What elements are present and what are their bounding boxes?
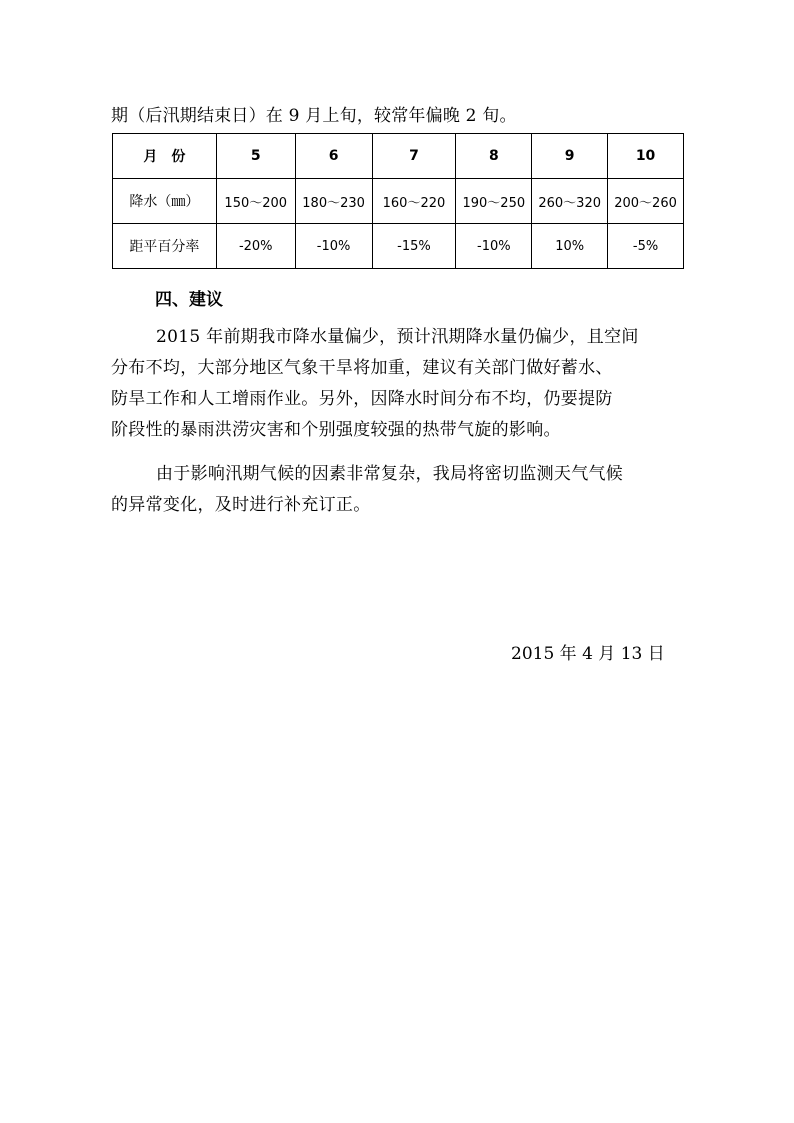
table-cell: -20%: [216, 224, 295, 269]
table-cell: -10%: [295, 224, 372, 269]
header-month-cell: 5: [216, 134, 295, 179]
table-cell: 160～220: [372, 179, 456, 224]
table-cell: 190～250: [456, 179, 532, 224]
paragraph-line: 阶段性的暴雨洪涝灾害和个别强度较强的热带气旋的影响。: [111, 420, 561, 440]
paragraph-line: 分布不均，大部分地区气象干旱将加重，建议有关部门做好蓄水、: [111, 358, 613, 378]
table-cell: -5%: [608, 224, 684, 269]
paragraph-line: 防旱工作和人工增雨作业。另外，因降水时间分布不均，仍要提防: [111, 389, 613, 409]
table-row: [113, 224, 684, 269]
header-month-label: 月 份: [113, 134, 217, 179]
table-cell: 260～320: [532, 179, 608, 224]
header-month-cell: 9: [532, 134, 608, 179]
header-month-cell: 6: [295, 134, 372, 179]
table-cell: 10%: [532, 224, 608, 269]
row-label-precipitation: 降水（㎜）: [113, 179, 217, 224]
table-cell: 180～230: [295, 179, 372, 224]
table-cell: -15%: [372, 224, 456, 269]
row-label-anomaly: 距平百分率: [113, 224, 217, 269]
section-heading: 四、建议: [155, 290, 223, 310]
table-cell: 200～260: [608, 179, 684, 224]
intro-text-line: 期（后汛期结束日）在 9 月上旬，较常年偏晚 2 旬。: [111, 106, 517, 126]
paragraph-line: 2015 年前期我市降水量偏少，预计汛期降水量仍偏少，且空间: [156, 327, 639, 347]
header-month-cell: 8: [456, 134, 532, 179]
table-header-row: [113, 134, 684, 179]
paragraph-line: 由于影响汛期气候的因素非常复杂，我局将密切监测天气气候: [156, 464, 624, 484]
paragraph-line: 的异常变化，及时进行补充订正。: [111, 495, 371, 515]
document-date: 2015 年 4 月 13 日: [511, 644, 665, 664]
precipitation-forecast-table: [112, 133, 684, 269]
table-cell: -10%: [456, 224, 532, 269]
table-cell: 150～200: [216, 179, 295, 224]
header-month-cell: 7: [372, 134, 456, 179]
table-row: [113, 179, 684, 224]
header-month-cell: 10: [608, 134, 684, 179]
